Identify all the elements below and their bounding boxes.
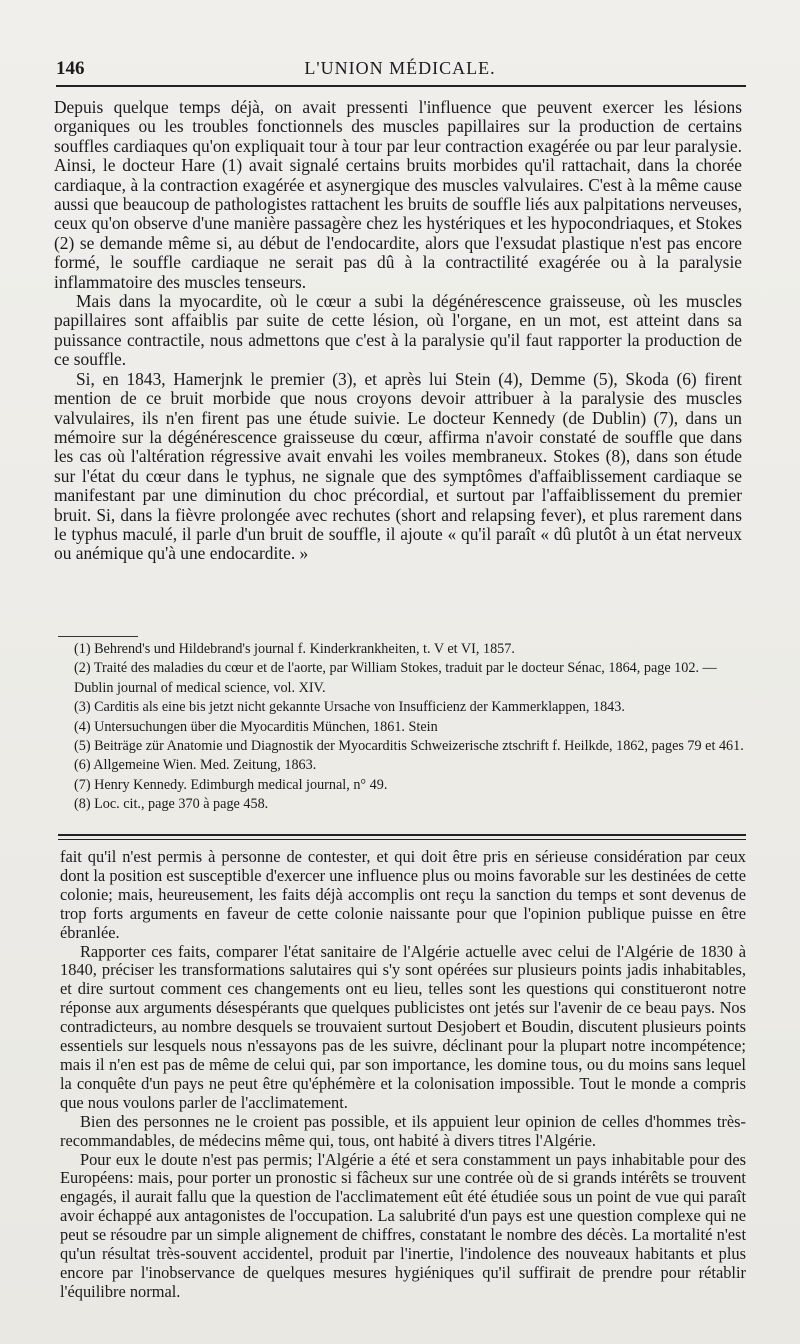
footnotes	[74, 640, 746, 815]
page-header	[56, 58, 744, 84]
feuilleton-paragraph: Pour eux le doute n'est pas permis; l'Algérie a été et sera constamment un pays inhabitable pour des Européens: mais, pour porter un pronostic si fâcheux sur une contrée où de si grands intérêts se trouvent engagés, il aurait fallu que la question de l'acclimatement eût été étudiée sous un point de vue qui paraît avoir échappé aux antagonistes de l'occupation. La salubrité d'un pays est une question complexe qui ne peut se résoudre par un simple alignement de chiffres, constatant le nombre des décès. La mortalité n'est qu'un résultat très-souvent accidentel, produit par l'inertie, l'indolence des nouveaux habitants et plus encore par l'inobservance de quelques mesures hygiéniques qu'il suffirait de prendre pour rétablir l'équilibre normal.	[60, 1149, 746, 1301]
header-rule	[56, 85, 746, 87]
page-number: 146	[56, 58, 85, 79]
feuilleton-paragraph: fait qu'il n'est permis à personne de contester, et qui doit être pris en sérieuse considération par ceux dont la position est susceptible d'exercer une influence plus ou moins favorable sur les destinées de cette colonie; mais, heureusement, les faits déjà accomplis ont reçu la sanction du temps et sont devenus de trop forts arguments en faveur de cette colonie naissante pour que l'opinion publique puisse en être ébranlée.	[60, 847, 746, 942]
article-paragraph: Mais dans la myocardite, où le cœur a subi la dégénérescence graisseuse, où les muscles papillaires sont affaiblis par suite de cette lésion, où l'organe, en un mot, est atteint dans sa puissance contractile, nous admettons que c'est à la paralysie qu'il faut rapporter la production de ce souffle.	[54, 291, 742, 370]
feuilleton-body	[60, 848, 746, 1302]
footnote: (3) Carditis als eine bis jetzt nicht gekannte Ursache von Insufficienz der Kammerklappen, 1843.	[74, 699, 625, 716]
footnote: (5) Beiträge zür Anatomie und Diagnostik der Myocarditis Schweizerische ztschrift f. Heilkde, 1862, pages 79 et 461.	[74, 738, 744, 755]
footnote: (2) Traité des maladies du cœur et de l'aorte, par William Stokes, traduit par le docteur Sénac, 1864, page 102. — Dublin journal of medical science, vol. XIV.	[74, 660, 717, 696]
footnote: (6) Allgemeine Wien. Med. Zeitung, 1863.	[74, 757, 317, 774]
article-body	[54, 98, 742, 564]
feuilleton-separator-top	[58, 834, 746, 836]
journal-title: L'UNION MÉDICALE.	[304, 58, 496, 78]
feuilleton-paragraph: Bien des personnes ne le croient pas possible, et ils appuient leur opinion de celles d'hommes très-recommandables, de médecins même qui, tous, ont habité à divers titres l'Algérie.	[60, 1111, 746, 1150]
article-paragraph: Si, en 1843, Hamerjnk le premier (3), et après lui Stein (4), Demme (5), Skoda (6) firent mention de ce bruit morbide que nous croyons devoir attribuer à la paralysie des muscles valvulaires, ils n'en firent pas une étude suivie. Le docteur Kennedy (de Dublin) (7), dans un mémoire sur la dégénérescence graisseuse du cœur, affirma n'avoir constaté de souffle que dans les cas où l'altération régressive avait envahi les voiles membraneux. Stokes (8), dans son étude sur l'état du cœur dans le typhus, ne signale que des symptômes d'affaiblissement cardiaque se manifestant par une diminution du choc précordial, et surtout par l'affaiblissement du premier bruit. Si, dans la fièvre prolongée avec rechutes (short and relapsing fever), et plus rarement dans le typhus maculé, il parle d'un bruit de souffle, il ajoute « qu'il paraît « dû plutôt à un état nerveux ou anémique qu'à une endocardite. »	[54, 368, 742, 564]
feuilleton-separator-bottom	[58, 839, 746, 840]
footnote: (1) Behrend's und Hildebrand's journal f. Kinderkrankheiten, t. V et VI, 1857.	[74, 641, 515, 657]
footnote: (8) Loc. cit., page 370 à page 458.	[74, 796, 269, 813]
footnote-separator	[58, 636, 138, 637]
article-paragraph: Depuis quelque temps déjà, on avait pressenti l'influence que peuvent exercer les lésions organiques ou les troubles fonctionnels des muscles papillaires sur la production de certains souffles cardiaques qu'on expliquait tour à tour par leur contraction exagérée ou par leur paralysie. Ainsi, le docteur Hare (1) avait signalé certains bruits morbides qu'il rattachait, dans la chorée cardiaque, à la contraction exagérée et asynergique des muscles valvulaires. C'est à la même cause aussi que beaucoup de pathologistes rattachent les bruits de souffle liés aux palpitations nerveuses, ceux qu'on observe d'une manière passagère chez les hystériques et les hypocondriaques, et Stokes (2) se demande même si, au début de l'endocardite, alors que l'exsudat plastique n'est pas encore formé, le souffle cardiaque ne serait pas dû à la contractilité exagérée ou à la paralysie inflammatoire des muscles tenseurs.	[54, 97, 742, 292]
footnote: (7) Henry Kennedy. Edimburgh medical journal, n° 49.	[74, 776, 388, 793]
footnote: (4) Untersuchungen über die Myocarditis München, 1861. Stein	[74, 718, 438, 735]
feuilleton-paragraph: Rapporter ces faits, comparer l'état sanitaire de l'Algérie actuelle avec celui de l'Algérie de 1830 à 1840, préciser les transformations salutaires qui s'y sont opérées sur plusieurs points jadis inhabitables, et dire surtout comment ces changements ont eu lieu, telles sont les questions qui constitueront notre réponse aux arguments désespérants que quelques publicistes ont jetés sur l'avenir de ce beau pays. Nos contradicteurs, au nombre desquels se trouvaient surtout Desjobert et Boudin, discutent plusieurs points essentiels sur lesquels nous n'essayons pas de les suivre, déclinant pour la plupart notre incompétence; mais il n'en est pas de même de celui qui, par son importance, les domine tous, ou du moins sans lequel la conquête d'un pays ne peut être qu'éphémère et la colonisation impossible. Tout le monde a compris que nous voulons parler de l'acclimatement.	[60, 941, 746, 1112]
